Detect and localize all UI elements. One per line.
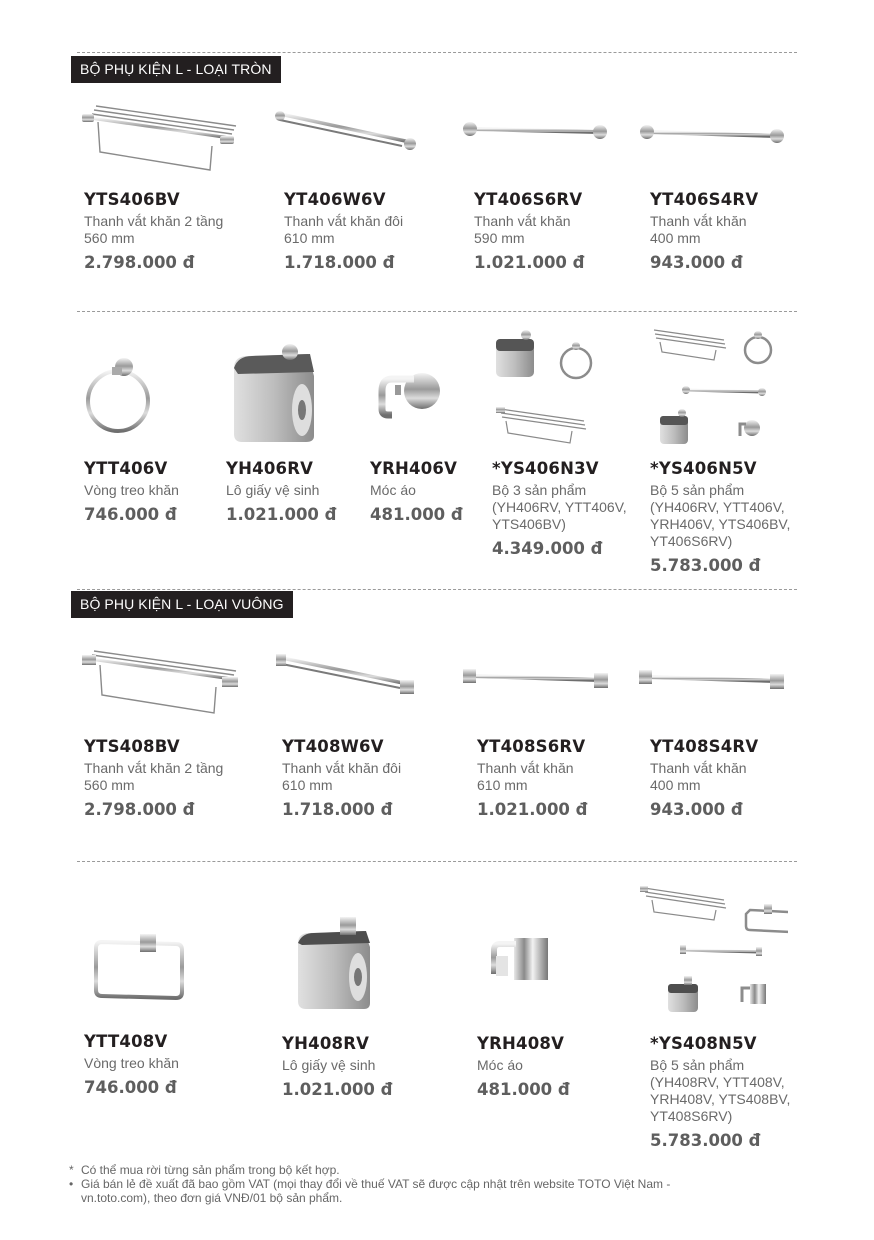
product-YRH408V (477, 1034, 570, 1100)
product-price: 943.000 đ (650, 253, 743, 272)
set-contents-line: (YH408RV, YTT408V, (650, 1074, 785, 1090)
paper-holder-round-image (228, 340, 320, 445)
set-5-square-image (638, 880, 788, 1015)
double-towel-bar-image (272, 106, 422, 154)
product-YTT408V (84, 1032, 179, 1098)
product-YT408S4RV (650, 737, 758, 820)
double-towel-bar-square-image (274, 650, 419, 698)
product-price: 1.718.000 đ (282, 800, 393, 819)
product-size: 590 mm (474, 230, 525, 246)
set-contents-line: YTS406BV) (492, 516, 566, 532)
set-contents-line: YRH408V, YTS408BV, (650, 1091, 791, 1107)
footnote-bullet: * (69, 1163, 74, 1177)
product-desc: Thanh vắt khăn (474, 213, 571, 229)
product-desc: Lô giấy vệ sinh (226, 482, 320, 498)
product-desc: Bộ 3 sản phẩm (492, 482, 587, 498)
product-price: 481.000 đ (477, 1080, 570, 1099)
product-code: YT408W6V (282, 737, 384, 756)
product-code: YT408S4RV (650, 737, 759, 756)
towel-ring-round-image (82, 355, 154, 445)
product-price: 5.783.000 đ (650, 556, 761, 575)
product-size: 560 mm (84, 777, 135, 793)
product-price: 4.349.000 đ (492, 539, 603, 558)
set-contents-line: (YH406RV, YTT406V, (492, 499, 627, 515)
separator (77, 861, 797, 862)
product-desc: Bộ 5 sản phẩm (650, 482, 745, 498)
set-contents-line: YT408S6RV) (650, 1108, 733, 1124)
product-price: 5.783.000 đ (650, 1131, 761, 1150)
product-size: 610 mm (284, 230, 335, 246)
set-contents-line: YT406S6RV) (650, 533, 733, 549)
footnote-text: Có thể mua rời từng sản phẩm trong bộ kết hợp. (81, 1163, 340, 1177)
footnote-text: vn.toto.com), theo đơn giá VNĐ/01 bộ sản phẩm. (81, 1191, 343, 1205)
product-price: 1.021.000 đ (477, 800, 588, 819)
footnote-bullet (69, 1191, 81, 1205)
product-code: *YS406N5V (650, 459, 757, 478)
product-YRH406V (370, 459, 463, 525)
product-desc: Móc áo (370, 482, 416, 498)
robe-hook-round-image (378, 365, 442, 425)
product-YT408W6V (282, 737, 401, 820)
paper-holder-square-image (294, 913, 374, 1013)
separator (77, 311, 797, 312)
product-price: 746.000 đ (84, 505, 177, 524)
product-code: YH406RV (226, 459, 314, 478)
towel-shelf-2-tier-square-image (80, 645, 242, 720)
set-contents-line: (YH406RV, YTT406V, (650, 499, 785, 515)
footnotes (69, 1163, 789, 1205)
product-size: 610 mm (477, 777, 528, 793)
product-desc: Vòng treo khăn (84, 482, 179, 498)
product-desc: Thanh vắt khăn 2 tầng (84, 213, 224, 229)
product-price: 1.021.000 đ (474, 253, 585, 272)
product-desc: Thanh vắt khăn đôi (284, 213, 404, 229)
set-3-image (492, 325, 597, 450)
product-code: YRH406V (370, 459, 458, 478)
product-desc: Thanh vắt khăn đôi (282, 760, 402, 776)
product-size: 400 mm (650, 230, 701, 246)
product-YH408RV (282, 1034, 392, 1100)
product-code: YT408S6RV (477, 737, 586, 756)
product-YS406N3V (492, 459, 627, 559)
product-desc: Thanh vắt khăn (477, 760, 574, 776)
product-code: *YS406N3V (492, 459, 599, 478)
footnote-text: Giá bán lẻ đề xuất đã bao gồm VAT (mọi thay đổi về thuế VAT sẽ được cập nhật trên website TOTO Việt Nam - (81, 1177, 671, 1191)
product-YTS408BV (84, 737, 223, 820)
product-code: YT406W6V (284, 190, 386, 209)
product-price: 2.798.000 đ (84, 800, 195, 819)
towel-bar-400-image (637, 123, 787, 147)
product-price: 943.000 đ (650, 800, 743, 819)
towel-shelf-2-tier-image (80, 100, 240, 175)
product-desc: Thanh vắt khăn 2 tầng (84, 760, 224, 776)
product-YH406RV (226, 459, 336, 525)
footnote (69, 1163, 789, 1177)
product-YTS406BV (84, 190, 223, 273)
product-code: YTT408V (84, 1032, 168, 1051)
product-desc: Thanh vắt khăn (650, 213, 747, 229)
product-price: 1.021.000 đ (282, 1080, 393, 1099)
set-5-round-image (648, 322, 778, 447)
product-desc: Lô giấy vệ sinh (282, 1057, 376, 1073)
separator (77, 52, 797, 53)
product-price: 1.718.000 đ (284, 253, 395, 272)
product-YS408N5V (650, 1034, 790, 1151)
product-YTT406V (84, 459, 179, 525)
product-desc: Thanh vắt khăn (650, 760, 747, 776)
product-code: YRH408V (477, 1034, 565, 1053)
product-code: *YS408N5V (650, 1034, 757, 1053)
footnote (69, 1191, 789, 1205)
product-desc: Móc áo (477, 1057, 523, 1073)
product-code: YT406S4RV (650, 190, 759, 209)
section-title-square: BỘ PHỤ KIỆN L - LOẠI VUÔNG (71, 591, 293, 618)
product-price: 746.000 đ (84, 1078, 177, 1097)
towel-bar-590-image (460, 120, 610, 144)
product-price: 481.000 đ (370, 505, 463, 524)
section-title-round: BỘ PHỤ KIỆN L - LOẠI TRÒN (71, 56, 281, 83)
product-YT408S6RV (477, 737, 587, 820)
product-code: YTS406BV (84, 190, 180, 209)
product-code: YTT406V (84, 459, 168, 478)
set-contents-line: YRH406V, YTS406BV, (650, 516, 791, 532)
product-YT406S6RV (474, 190, 584, 273)
product-price: 2.798.000 đ (84, 253, 195, 272)
product-YT406W6V (284, 190, 403, 273)
product-desc: Vòng treo khăn (84, 1055, 179, 1071)
towel-bar-610-square-image (460, 666, 610, 694)
robe-hook-square-image (490, 930, 554, 990)
product-code: YH408RV (282, 1034, 370, 1053)
towel-ring-square-image (88, 930, 188, 1005)
towel-bar-400-square-image (636, 667, 786, 695)
product-desc: Bộ 5 sản phẩm (650, 1057, 745, 1073)
footnote-bullet: • (69, 1177, 74, 1191)
product-YT406S4RV (650, 190, 758, 273)
footnote (69, 1177, 789, 1191)
separator (77, 589, 797, 590)
product-YS406N5V (650, 459, 790, 576)
product-code: YT406S6RV (474, 190, 583, 209)
product-price: 1.021.000 đ (226, 505, 337, 524)
product-code: YTS408BV (84, 737, 180, 756)
product-size: 400 mm (650, 777, 701, 793)
product-size: 610 mm (282, 777, 333, 793)
product-size: 560 mm (84, 230, 135, 246)
